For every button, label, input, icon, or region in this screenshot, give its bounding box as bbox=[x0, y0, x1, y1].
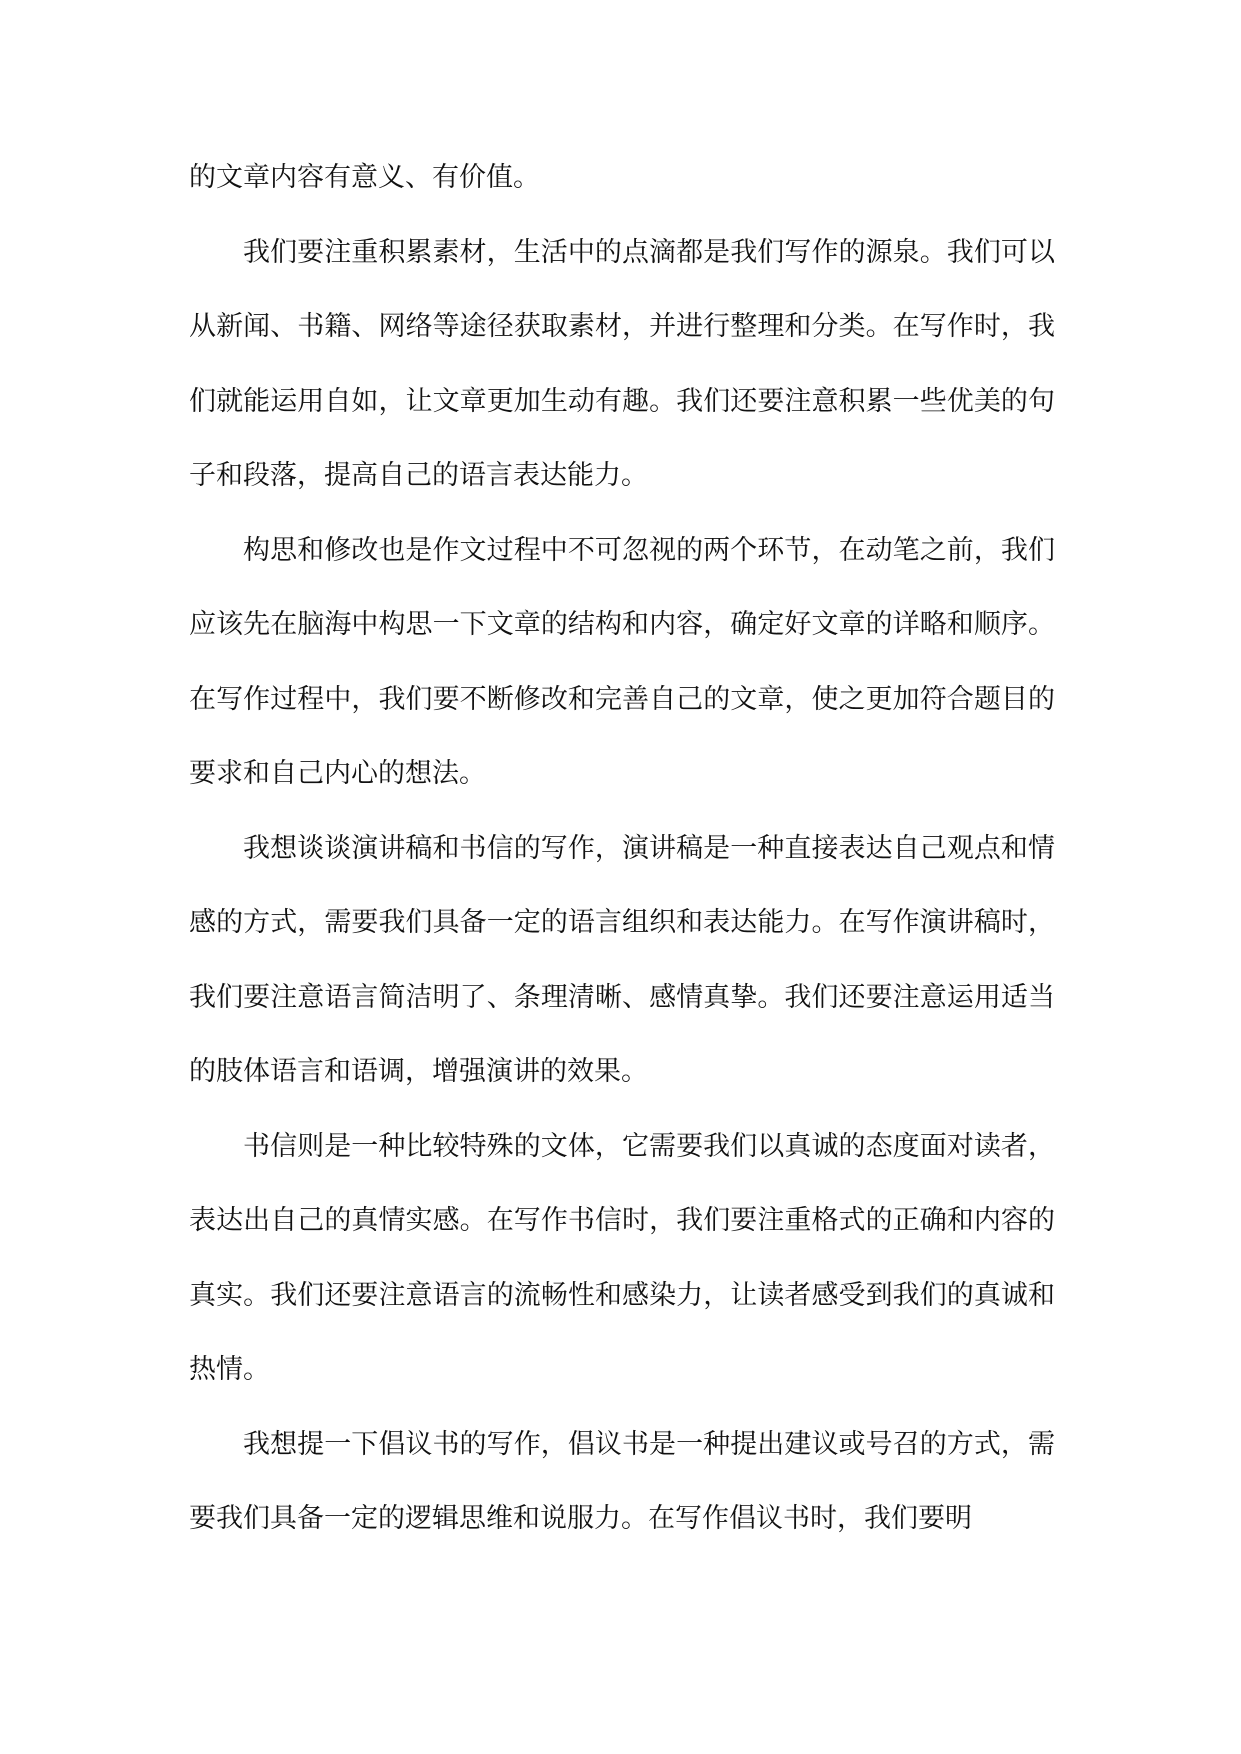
paragraph-speech-writing: 我想谈谈演讲稿和书信的写作，演讲稿是一种直接表达自己观点和情感的方式，需要我们具备一定的语言组织和表达能力。在写作演讲稿时，我们要注意语言简洁明了、条理清晰、感情真挚。我们还要注意运用适当的肢体语言和语调，增强演讲的效果。 bbox=[189, 832, 1055, 1087]
paragraph-letter-writing: 书信则是一种比较特殊的文体，它需要我们以真诚的态度面对读者，表达出自己的真情实感。在写作书信时，我们要注重格式的正确和内容的真实。我们还要注意语言的流畅性和感染力，让读者感受到我们的真诚和热情。 bbox=[189, 1130, 1055, 1385]
document-body bbox=[189, 141, 1055, 1557]
paragraph-planning-revision: 构思和修改也是作文过程中不可忽视的两个环节，在动笔之前，我们应该先在脑海中构思一下文章的结构和内容，确定好文章的详略和顺序。在写作过程中，我们要不断修改和完善自己的文章，使之更加符合题目的要求和自己内心的想法。 bbox=[189, 534, 1055, 789]
paragraph-proposal-writing: 我想提一下倡议书的写作，倡议书是一种提出建议或号召的方式，需要我们具备一定的逻辑思维和说服力。在写作倡议书时，我们要明 bbox=[189, 1428, 1055, 1534]
paragraph-continuation: 的文章内容有意义、有价值。 bbox=[189, 162, 540, 193]
paragraph-material-accumulation: 我们要注重积累素材，生活中的点滴都是我们写作的源泉。我们可以从新闻、书籍、网络等途径获取素材，并进行整理和分类。在写作时，我们就能运用自如，让文章更加生动有趣。我们还要注意积累一些优美的句子和段落，提高自己的语言表达能力。 bbox=[189, 236, 1055, 491]
